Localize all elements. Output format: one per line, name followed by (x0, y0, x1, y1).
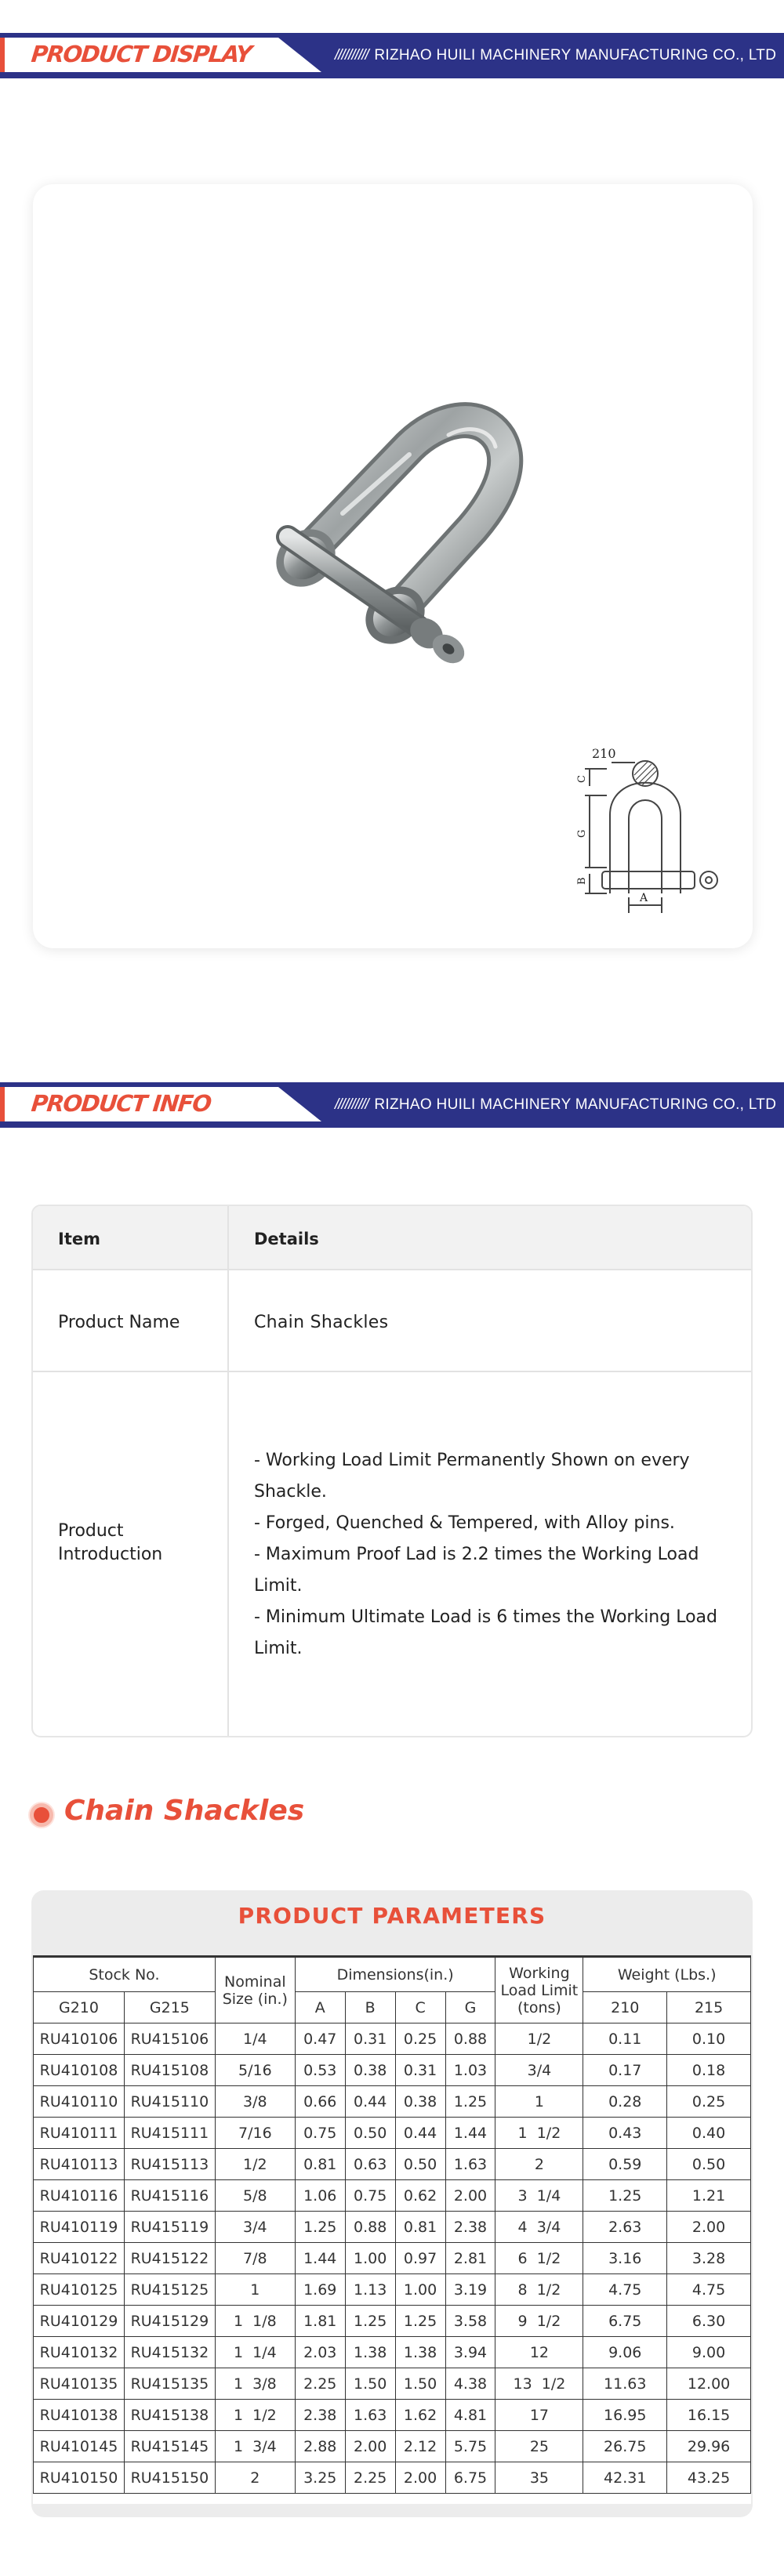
cell-dim-c: 0.38 (395, 2086, 445, 2118)
cell-weight-210: 0.43 (583, 2118, 667, 2149)
cell-g215: RU415108 (124, 2055, 215, 2086)
cell-dim-b: 1.38 (345, 2337, 395, 2368)
cell-g210: RU410116 (34, 2180, 125, 2212)
cell-dim-g: 2.81 (445, 2243, 495, 2274)
parameters-table-wrap (33, 1955, 751, 2504)
col-g215: G215 (124, 1992, 215, 2023)
banner-slashes: ////////// (335, 47, 368, 63)
col-c: C (395, 1992, 445, 2023)
cell-nominal-size: 1 3/8 (215, 2368, 295, 2400)
cell-working-load: 35 (495, 2462, 583, 2494)
cell-g215: RU415111 (124, 2118, 215, 2149)
product-introduction-label: Product Introduction (58, 1521, 163, 1564)
cell-dim-c: 2.00 (395, 2462, 445, 2494)
cell-dim-g: 4.38 (445, 2368, 495, 2400)
cell-dim-a: 2.03 (295, 2337, 345, 2368)
cell-dim-c: 1.00 (395, 2274, 445, 2306)
cell-dim-c: 1.25 (395, 2306, 445, 2337)
cell-dim-a: 1.25 (295, 2212, 345, 2243)
cell-working-load: 25 (495, 2431, 583, 2462)
cell-dim-g: 1.63 (445, 2149, 495, 2180)
cell-nominal-size: 1/4 (215, 2023, 295, 2055)
cell-dim-b: 0.50 (345, 2118, 395, 2149)
introduction-line: - Working Load Limit Permanently Shown on every Shackle. (254, 1451, 690, 1502)
cell-g215: RU415122 (124, 2243, 215, 2274)
cell-weight-215: 0.50 (667, 2149, 751, 2180)
cell-dim-b: 1.50 (345, 2368, 395, 2400)
table-row (34, 2337, 751, 2368)
cell-dim-b: 0.31 (345, 2023, 395, 2055)
cell-weight-210: 2.63 (583, 2212, 667, 2243)
cell-dim-b: 1.13 (345, 2274, 395, 2306)
cell-working-load: 13 1/2 (495, 2368, 583, 2400)
table-row (34, 2274, 751, 2306)
diagram-label-b: B (576, 877, 588, 885)
cell-working-load: 2 (495, 2149, 583, 2180)
cell-weight-215: 9.00 (667, 2337, 751, 2368)
cell-g210: RU410106 (34, 2023, 125, 2055)
cell-weight-210: 0.11 (583, 2023, 667, 2055)
cell-g215: RU415129 (124, 2306, 215, 2337)
table-row (34, 2368, 751, 2400)
cell-nominal-size: 3/4 (215, 2212, 295, 2243)
cell-dim-g: 3.58 (445, 2306, 495, 2337)
cell-nominal-size: 1 3/4 (215, 2431, 295, 2462)
cell-weight-215: 2.00 (667, 2212, 751, 2243)
cell-weight-215: 0.40 (667, 2118, 751, 2149)
cell-g210: RU410108 (34, 2055, 125, 2086)
section-heading-text: Chain Shackles (64, 1795, 305, 1827)
cell-working-load: 17 (495, 2400, 583, 2431)
info-table-row-divider (33, 1371, 751, 1372)
cell-weight-215: 0.25 (667, 2086, 751, 2118)
cell-g210: RU410122 (34, 2243, 125, 2274)
banner-company-name: RIZHAO HUILI MACHINERY MANUFACTURING CO., LTD (374, 1096, 777, 1113)
cell-dim-g: 2.38 (445, 2212, 495, 2243)
table-row (34, 2180, 751, 2212)
table-row (34, 2400, 751, 2431)
cell-nominal-size: 7/16 (215, 2118, 295, 2149)
parameters-title: PRODUCT PARAMETERS (238, 1903, 546, 1929)
cell-dim-a: 1.69 (295, 2274, 345, 2306)
cell-dim-g: 1.44 (445, 2118, 495, 2149)
diagram-label-c: C (576, 775, 588, 783)
cell-dim-a: 1.06 (295, 2180, 345, 2212)
cell-g210: RU410132 (34, 2337, 125, 2368)
table-row (34, 2212, 751, 2243)
info-table-header (33, 1206, 751, 1270)
cell-dim-b: 0.75 (345, 2180, 395, 2212)
cell-working-load: 3 1/4 (495, 2180, 583, 2212)
cell-weight-215: 3.28 (667, 2243, 751, 2274)
cell-dim-g: 4.81 (445, 2400, 495, 2431)
header-details: Details (254, 1230, 319, 1248)
cell-dim-a: 2.88 (295, 2431, 345, 2462)
parameters-table-body (34, 2023, 751, 2494)
banner-company (335, 1096, 776, 1114)
cell-g215: RU415116 (124, 2180, 215, 2212)
cell-g210: RU410138 (34, 2400, 125, 2431)
cell-g215: RU415110 (124, 2086, 215, 2118)
cell-working-load: 1 1/2 (495, 2118, 583, 2149)
cell-dim-g: 2.00 (445, 2180, 495, 2212)
cell-dim-b: 2.00 (345, 2431, 395, 2462)
cell-g215: RU415135 (124, 2368, 215, 2400)
banner-accent-bar (0, 1087, 5, 1121)
cell-g215: RU415119 (124, 2212, 215, 2243)
col-weight-210: 210 (583, 1992, 667, 2023)
cell-working-load: 4 3/4 (495, 2212, 583, 2243)
cell-dim-a: 0.81 (295, 2149, 345, 2180)
cell-working-load: 9 1/2 (495, 2306, 583, 2337)
cell-weight-210: 4.75 (583, 2274, 667, 2306)
col-a: A (295, 1992, 345, 2023)
col-weight-215: 215 (667, 1992, 751, 2023)
cell-working-load: 1 (495, 2086, 583, 2118)
cell-dim-b: 1.00 (345, 2243, 395, 2274)
cell-dim-c: 0.81 (395, 2212, 445, 2243)
cell-nominal-size: 2 (215, 2462, 295, 2494)
col-stock-no: Stock No. (34, 1958, 216, 1992)
cell-g210: RU410119 (34, 2212, 125, 2243)
table-row (34, 2462, 751, 2494)
banner-title: PRODUCT INFO (30, 1090, 212, 1117)
cell-weight-215: 43.25 (667, 2462, 751, 2494)
cell-weight-210: 11.63 (583, 2368, 667, 2400)
cell-dim-b: 0.44 (345, 2086, 395, 2118)
cell-weight-215: 1.21 (667, 2180, 751, 2212)
cell-g215: RU415145 (124, 2431, 215, 2462)
product-info-banner (0, 1082, 784, 1128)
info-table-column-divider (227, 1206, 229, 1736)
cell-dim-c: 0.50 (395, 2149, 445, 2180)
product-display-card (33, 184, 753, 948)
table-row (34, 2243, 751, 2274)
shackle-photo (213, 376, 582, 745)
cell-dim-g: 5.75 (445, 2431, 495, 2462)
cell-g215: RU415132 (124, 2337, 215, 2368)
banner-company-name: RIZHAO HUILI MACHINERY MANUFACTURING CO., LTD (374, 47, 777, 63)
product-info-table (31, 1205, 753, 1737)
cell-g215: RU415150 (124, 2462, 215, 2494)
cell-dim-b: 0.38 (345, 2055, 395, 2086)
col-g210: G210 (34, 1992, 125, 2023)
cell-dim-a: 1.44 (295, 2243, 345, 2274)
diagram-label-a: A (640, 892, 648, 904)
table-row (34, 2149, 751, 2180)
cell-dim-a: 3.25 (295, 2462, 345, 2494)
cell-nominal-size: 5/8 (215, 2180, 295, 2212)
cell-weight-210: 6.75 (583, 2306, 667, 2337)
col-g: G (445, 1992, 495, 2023)
diagram-label-210: 210 (592, 746, 616, 761)
product-introduction-list (254, 1445, 740, 1665)
cell-g210: RU410125 (34, 2274, 125, 2306)
product-name-label: Product Name (58, 1313, 180, 1332)
cell-g215: RU415125 (124, 2274, 215, 2306)
cell-weight-215: 29.96 (667, 2431, 751, 2462)
cell-weight-210: 26.75 (583, 2431, 667, 2462)
cell-working-load: 3/4 (495, 2055, 583, 2086)
col-weight: Weight (Lbs.) (583, 1958, 751, 1992)
cell-dim-b: 2.25 (345, 2462, 395, 2494)
cell-dim-a: 2.25 (295, 2368, 345, 2400)
cell-g210: RU410145 (34, 2431, 125, 2462)
cell-dim-c: 0.62 (395, 2180, 445, 2212)
cell-dim-g: 3.94 (445, 2337, 495, 2368)
cell-dim-c: 0.31 (395, 2055, 445, 2086)
cell-g215: RU415138 (124, 2400, 215, 2431)
cell-dim-c: 1.38 (395, 2337, 445, 2368)
product-parameters-card (31, 1890, 753, 2517)
cell-dim-c: 0.97 (395, 2243, 445, 2274)
cell-g210: RU410113 (34, 2149, 125, 2180)
cell-weight-215: 12.00 (667, 2368, 751, 2400)
table-row (34, 2431, 751, 2462)
cell-g210: RU410150 (34, 2462, 125, 2494)
table-row (34, 2055, 751, 2086)
col-nominal-size: Nominal Size (in.) (215, 1958, 295, 2023)
cell-dim-g: 6.75 (445, 2462, 495, 2494)
cell-g210: RU410129 (34, 2306, 125, 2337)
cell-weight-215: 0.10 (667, 2023, 751, 2055)
banner-slashes: ////////// (335, 1096, 368, 1113)
cell-weight-210: 16.95 (583, 2400, 667, 2431)
table-row (34, 2086, 751, 2118)
introduction-line: - Forged, Quenched & Tempered, with Alloy pins. (254, 1513, 675, 1533)
cell-dim-a: 0.75 (295, 2118, 345, 2149)
cell-dim-a: 1.81 (295, 2306, 345, 2337)
cell-weight-215: 0.18 (667, 2055, 751, 2086)
cell-dim-a: 0.66 (295, 2086, 345, 2118)
cell-nominal-size: 1 1/2 (215, 2400, 295, 2431)
cell-nominal-size: 1 (215, 2274, 295, 2306)
cell-dim-c: 0.44 (395, 2118, 445, 2149)
cell-weight-215: 16.15 (667, 2400, 751, 2431)
cell-g210: RU410135 (34, 2368, 125, 2400)
col-b: B (345, 1992, 395, 2023)
cell-dim-g: 3.19 (445, 2274, 495, 2306)
diagram-label-g: G (576, 829, 588, 838)
cell-working-load: 1/2 (495, 2023, 583, 2055)
cell-dim-g: 1.03 (445, 2055, 495, 2086)
banner-accent-bar (0, 38, 5, 72)
cell-dim-b: 0.63 (345, 2149, 395, 2180)
table-row (34, 2306, 751, 2337)
cell-nominal-size: 1 1/8 (215, 2306, 295, 2337)
cell-nominal-size: 5/16 (215, 2055, 295, 2086)
cell-weight-215: 6.30 (667, 2306, 751, 2337)
banner-title: PRODUCT DISPLAY (30, 41, 252, 67)
cell-weight-210: 1.25 (583, 2180, 667, 2212)
cell-weight-210: 42.31 (583, 2462, 667, 2494)
cell-nominal-size: 7/8 (215, 2243, 295, 2274)
cell-dim-c: 1.50 (395, 2368, 445, 2400)
cell-weight-210: 3.16 (583, 2243, 667, 2274)
introduction-line: - Minimum Ultimate Load is 6 times the Working Load Limit. (254, 1607, 717, 1658)
bullet-dot-icon (30, 1803, 53, 1827)
cell-dim-b: 1.63 (345, 2400, 395, 2431)
cell-g210: RU410110 (34, 2086, 125, 2118)
cell-nominal-size: 3/8 (215, 2086, 295, 2118)
cell-weight-210: 9.06 (583, 2337, 667, 2368)
product-name-value: Chain Shackles (254, 1313, 389, 1332)
cell-dim-a: 0.53 (295, 2055, 345, 2086)
product-display-banner (0, 33, 784, 78)
col-dimensions: Dimensions(in.) (295, 1958, 495, 1992)
cell-weight-210: 0.28 (583, 2086, 667, 2118)
cell-dim-a: 2.38 (295, 2400, 345, 2431)
banner-company (335, 47, 776, 64)
introduction-line: - Maximum Proof Lad is 2.2 times the Working Load Limit. (254, 1545, 699, 1596)
cell-nominal-size: 1/2 (215, 2149, 295, 2180)
cell-nominal-size: 1 1/4 (215, 2337, 295, 2368)
cell-dim-c: 2.12 (395, 2431, 445, 2462)
cell-dim-c: 0.25 (395, 2023, 445, 2055)
cell-g210: RU410111 (34, 2118, 125, 2149)
parameters-table (33, 1957, 751, 2494)
col-working-load-limit: Working Load Limit (tons) (495, 1958, 583, 2023)
table-row (34, 2118, 751, 2149)
cell-dim-g: 1.25 (445, 2086, 495, 2118)
cell-working-load: 12 (495, 2337, 583, 2368)
cell-dim-b: 1.25 (345, 2306, 395, 2337)
cell-weight-215: 4.75 (667, 2274, 751, 2306)
header-item: Item (58, 1230, 100, 1248)
cell-dim-b: 0.88 (345, 2212, 395, 2243)
cell-dim-a: 0.47 (295, 2023, 345, 2055)
cell-dim-c: 1.62 (395, 2400, 445, 2431)
cell-dim-g: 0.88 (445, 2023, 495, 2055)
cell-weight-210: 0.17 (583, 2055, 667, 2086)
shackle-dimension-diagram (557, 741, 784, 929)
cell-g215: RU415106 (124, 2023, 215, 2055)
cell-g215: RU415113 (124, 2149, 215, 2180)
cell-weight-210: 0.59 (583, 2149, 667, 2180)
table-row (34, 2023, 751, 2055)
cell-working-load: 8 1/2 (495, 2274, 583, 2306)
cell-working-load: 6 1/2 (495, 2243, 583, 2274)
